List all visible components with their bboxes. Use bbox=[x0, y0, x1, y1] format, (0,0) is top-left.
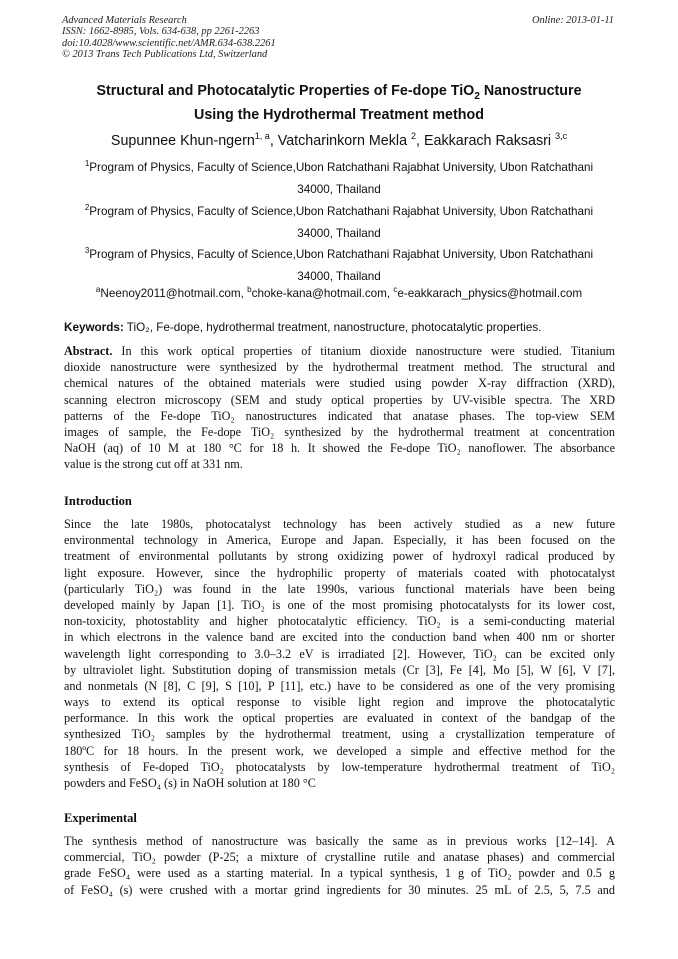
experimental-line: of FeSO₄ (s) were crushed with a mortar grind ingredients for 30 minutes. 25 mL of 2.5, 5, 7.5 and bbox=[64, 882, 615, 897]
journal-name: Advanced Materials Research bbox=[62, 15, 187, 26]
intro-line: powders and FeSO₄ (s) in NaOH solution at 180 °C bbox=[64, 776, 316, 790]
email-a-marker: a bbox=[95, 285, 101, 294]
email-3[interactable]: e-eakkarach_physics@hotmail.com bbox=[397, 286, 583, 300]
copyright-line: © 2013 Trans Tech Publications Ltd, Switzerland bbox=[62, 49, 268, 61]
intro-line: in which electrons in the valence band are excited into the conduction band when 400 nm or shorter bbox=[64, 630, 615, 645]
author-2: , Vatcharinkorn Mekla bbox=[269, 132, 411, 149]
intro-line: treatment of environmental pollutants by strong oxidizing power of hydroxyl radical produced by bbox=[64, 549, 615, 564]
intro-line: by ultraviolet light. Substitution doping of transmission metals (Cr [3], Fe [4], Mo [5], W [6], V [7], bbox=[64, 662, 615, 677]
affiliation-postcode: 34000, Thailand bbox=[297, 182, 381, 196]
email-2[interactable]: choke-kana@hotmail.com, bbox=[251, 286, 394, 300]
intro-line: 180ºC for 18 hours. In the present work, we developed a simple and effective method for the bbox=[64, 743, 615, 758]
intro-line: ways to extend its optical response to visible light region and improve the photocatalytic bbox=[64, 695, 615, 710]
title-line-1-end: Nanostructure bbox=[479, 83, 582, 99]
author-1-sup: 1, a bbox=[254, 131, 270, 141]
intro-line: wavelength light corresponding to 3.0–3.2 eV is irradiated [2]. However, TiO₂ can be excited only bbox=[64, 646, 615, 661]
intro-line: synthesized TiO₂ samples by the hydrothermal treatment, using a crystallization temperature of bbox=[64, 727, 615, 742]
paper-title bbox=[40, 82, 638, 124]
author-3-sup: 3,c bbox=[555, 131, 568, 141]
introduction-body bbox=[64, 516, 615, 791]
abstract-line: dioxide nanostructure were synthesized by the hydrothermal treatment method. The structural and bbox=[64, 360, 615, 375]
abstract-label: Abstract. bbox=[64, 344, 113, 358]
experimental-line: grade FeSO₄ were used as a starting material. In a typical synthesis, 1 g of TiO₂ powder and 0.5 g bbox=[64, 866, 615, 881]
doi-line: doi:10.4028/www.scientific.net/AMR.634-638.2261 bbox=[62, 37, 276, 49]
intro-line: synthesis of Fe-doped TiO₂ photocatalysts by low-temperature hydrothermal treatment of TiO₂ bbox=[64, 759, 615, 774]
affiliation-text: Program of Physics, Faculty of Science,Ubon Ratchathani Rajabhat University, Ubon Ratchathani bbox=[89, 204, 594, 218]
email-1[interactable]: Neenoy2011@hotmail.com, bbox=[100, 286, 248, 300]
title-subscript: 2 bbox=[474, 90, 480, 102]
affiliation-number: 3 bbox=[84, 246, 90, 255]
affiliation-text: Program of Physics, Faculty of Science,Ubon Ratchathani Rajabhat University, Ubon Ratchathani bbox=[89, 160, 594, 174]
keywords-label: Keywords: bbox=[64, 321, 124, 334]
email-b-marker: b bbox=[247, 285, 252, 294]
affiliation-postcode: 34000, Thailand bbox=[297, 269, 381, 283]
author-3: , Eakkarach Raksasri bbox=[416, 132, 556, 149]
experimental-line: commercial, TiO₂ powder (P-25; a mixture of crystalline rutile and anatase phases) and commercial bbox=[64, 850, 615, 865]
online-date: Online: 2013-01-11 bbox=[531, 15, 614, 26]
experimental-heading: Experimental bbox=[64, 811, 137, 825]
journal-header bbox=[62, 15, 276, 61]
affiliation-number: 1 bbox=[84, 159, 90, 168]
email-c-marker: c bbox=[393, 285, 398, 294]
affiliation-text: Program of Physics, Faculty of Science,Ubon Ratchathani Rajabhat University, Ubon Ratchathani bbox=[89, 247, 594, 261]
keywords-text: TiO₂, Fe-dope, hydrothermal treatment, nanostructure, photocatalytic properties. bbox=[123, 321, 542, 334]
intro-line: and nonmetals (N [8], C [9], S [10], P [11], etc.) have to be considered as one of the very promising bbox=[64, 678, 615, 693]
abstract-line: NaOH (aq) of 10 M at 180 °C for 18 h. It showed the Fe-dope TiO₂ nanoflower. The absorbance bbox=[64, 441, 615, 456]
intro-line: environmental technology in America, Europe and Japan. Especially, it has been focused on the bbox=[64, 533, 615, 548]
abstract bbox=[64, 343, 615, 473]
introduction-heading: Introduction bbox=[64, 494, 132, 508]
intro-line: light exposure. However, since the hydrophilic property of materials coated with photocatalyst bbox=[64, 565, 615, 580]
abstract-line: patterns of the Fe-dope TiO₂ nanostructures indicated that anatase phases. The top-view SEM bbox=[64, 408, 615, 423]
affiliation-number: 2 bbox=[84, 203, 90, 212]
abstract-line: value is the strong cut off at 331 nm. bbox=[64, 457, 243, 472]
abstract-line: chemical natures of the obtained materials were studied using powder X-ray diffraction (XRD), bbox=[64, 376, 615, 391]
title-line-1: Structural and Photocatalytic Properties of Fe-dope TiO bbox=[96, 83, 475, 99]
abstract-line: In this work optical properties of titanium dioxide nanostructure were studied. Titanium bbox=[112, 344, 615, 358]
author-1: Supunnee Khun-ngern bbox=[110, 132, 255, 149]
title-line-2: Using the Hydrothermal Treatment method bbox=[194, 106, 484, 123]
experimental-body bbox=[64, 833, 615, 898]
affiliation-3 bbox=[52, 240, 626, 288]
experimental-line: The synthesis method of nanostructure was basically the same as in previous works [12–14]. A bbox=[64, 834, 615, 848]
author-list bbox=[40, 131, 638, 149]
author-2-sup: 2 bbox=[411, 131, 417, 141]
issn-line: ISSN: 1662-8985, Vols. 634-638, pp 2261-2263 bbox=[62, 26, 260, 38]
intro-line: Since the late 1980s, photocatalyst technology has been actively studied as a new future bbox=[64, 517, 615, 531]
abstract-line: scanning electron microscopy (SEM and study optical properties by UV-visible spectra. The XRD bbox=[64, 392, 615, 407]
affiliation-2 bbox=[52, 197, 626, 245]
email-list bbox=[40, 285, 638, 300]
abstract-line: images of sample, the Fe-dope TiO₂ synthesized by the hydrothermal treatment at concentration bbox=[64, 424, 615, 439]
keywords bbox=[64, 321, 624, 334]
affiliation-postcode: 34000, Thailand bbox=[297, 226, 381, 240]
intro-line: (particularly TiO₂) was found in the late 1990s, various functional materials have been being bbox=[64, 581, 615, 596]
intro-line: performance. In this work the optical properties are evaluated in context of the bandgap of the bbox=[64, 711, 615, 726]
affiliation-1 bbox=[52, 153, 626, 201]
intro-line: developed mainly by Japan [1]. TiO₂ is one of the most promising photocatalysts for its lower cost, bbox=[64, 597, 615, 612]
intro-line: non-toxicity, photostablity and higher photocatalytic efficiency. TiO₂ is a semi-conducting material bbox=[64, 614, 615, 629]
